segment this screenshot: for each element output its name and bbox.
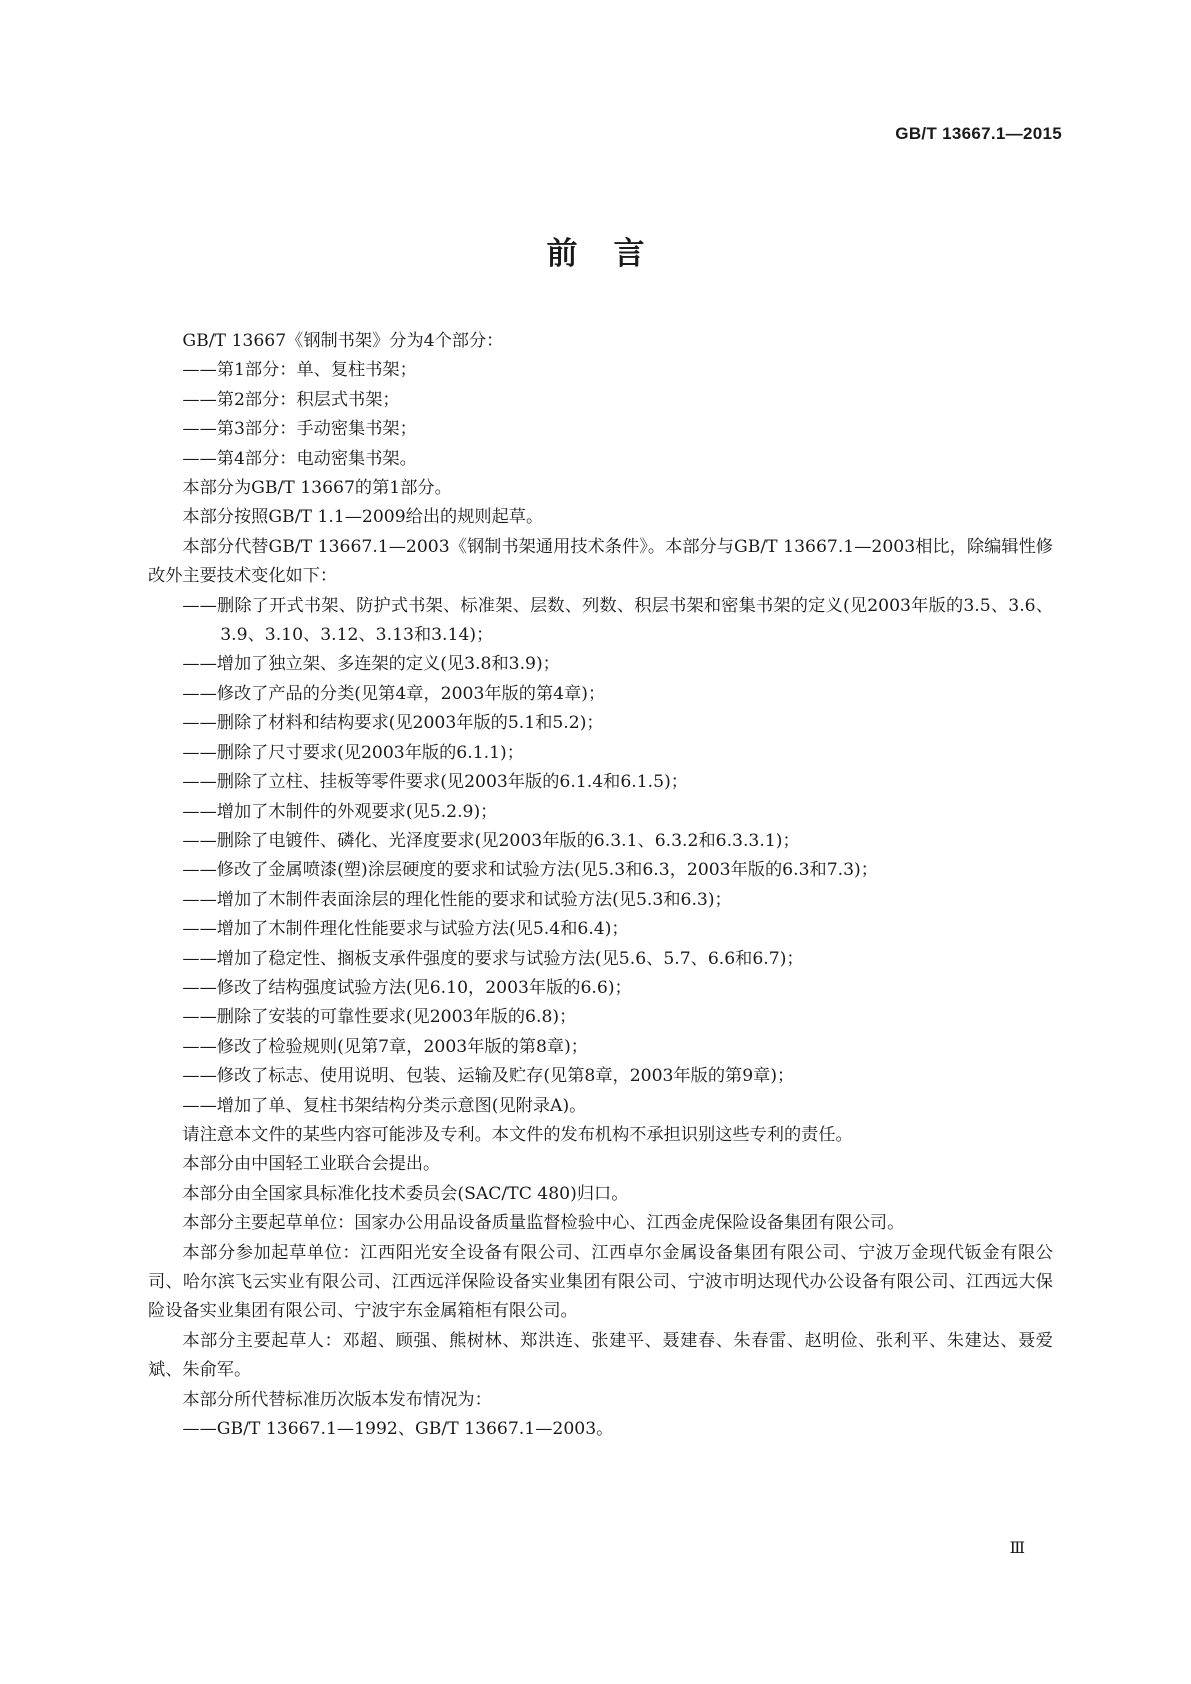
list-item: ——删除了开式书架、防护式书架、标准架、层数、列数、积层书架和密集书架的定义(见2003年版的3.5、3.6、3.9、3.10、3.12、3.13和3.14)； [182,595,1053,646]
standard-code: GB/T 13667.1—2015 [895,124,1062,143]
list-item: ——第1部分：单、复柱书架； [182,360,417,381]
paragraph: 本部分为GB/T 13667的第1部分。 [182,478,452,499]
list-item: ——增加了单、复柱书架结构分类示意图(见附录A)。 [182,1095,587,1116]
list-item: ——修改了结构强度试验方法(见6.10，2003年版的6.6)； [182,977,632,998]
list-item: ——删除了立柱、挂板等零件要求(见2003年版的6.1.4和6.1.5)； [182,772,688,793]
list-item: ——删除了尺寸要求(见2003年版的6.1.1)； [182,742,524,763]
list-item: ——第4部分：电动密集书架。 [182,448,417,469]
list-item: ——增加了独立架、多连架的定义(见3.8和3.9)； [182,654,560,675]
document-body [148,327,1053,1444]
paragraph: 本部分按照GB/T 1.1—2009给出的规则起草。 [182,507,544,528]
page-number: Ⅲ [1009,1538,1025,1557]
list-item: ——增加了木制件表面涂层的理化性能的要求和试验方法(见5.3和6.3)； [182,889,732,910]
page-title: 前言 [546,236,681,272]
list-item: ——增加了稳定性、搁板支承件强度的要求与试验方法(见5.6、5.7、6.6和6.7)； [182,948,804,969]
list-item: ——修改了金属喷漆(塑)涂层硬度的要求和试验方法(见5.3和6.3，2003年版的6.3和7.3)； [182,860,878,881]
list-item: ——删除了电镀件、磷化、光泽度要求(见2003年版的6.3.1、6.3.2和6.3.3.1)； [182,830,800,851]
paragraph: 本部分由全国家具标准化技术委员会(SAC/TC 480)归口。 [182,1183,629,1204]
list-item: ——增加了木制件理化性能要求与试验方法(见5.4和6.4)； [182,919,629,940]
list-item: ——修改了标志、使用说明、包装、运输及贮存(见第8章，2003年版的第9章)； [182,1066,795,1087]
paragraph: 本部分代替GB/T 13667.1—2003《钢制书架通用技术条件》。本部分与GB/T 13667.1—2003相比，除编辑性修改外主要技术变化如下： [148,536,1053,587]
list-item: ——删除了材料和结构要求(见2003年版的5.1和5.2)； [182,713,604,734]
paragraph: 本部分由中国轻工业联合会提出。 [182,1154,441,1175]
list-item: ——修改了检验规则(见第7章，2003年版的第8章)； [182,1036,588,1057]
paragraph: 本部分所代替标准历次版本发布情况为： [182,1389,492,1410]
paragraph: 本部分参加起草单位：江西阳光安全设备有限公司、江西卓尔金属设备集团有限公司、宁波万金现代钣金有限公司、哈尔滨飞云实业有限公司、江西远洋保险设备实业集团有限公司、宁波市明达现代办公设备有限公司、江西远大保险设备实业集团有限公司、宁波宇东金属箱柜有限公司。 [148,1242,1053,1322]
paragraph: GB/T 13667《钢制书架》分为4个部分： [182,331,504,351]
list-item: ——第2部分：积层式书架； [182,389,400,410]
list-item: ——增加了木制件的外观要求(见5.2.9)； [182,801,498,822]
list-item: ——删除了安装的可靠性要求(见2003年版的6.8)； [182,1007,577,1028]
list-item: ——修改了产品的分类(见第4章，2003年版的第4章)； [182,683,606,704]
list-item: ——第3部分：手动密集书架； [182,419,417,440]
paragraph: 本部分主要起草单位：国家办公用品设备质量监督检验中心、江西金虎保险设备集团有限公司。 [182,1213,905,1234]
list-item: ——GB/T 13667.1—1992、GB/T 13667.1—2003。 [182,1419,614,1440]
paragraph: 本部分主要起草人：邓超、顾强、熊树林、郑洪连、张建平、聂建春、朱春雷、赵明俭、张利平、朱建达、聂爱斌、朱俞军。 [148,1330,1053,1381]
paragraph: 请注意本文件的某些内容可能涉及专利。本文件的发布机构不承担识别这些专利的责任。 [182,1124,853,1145]
